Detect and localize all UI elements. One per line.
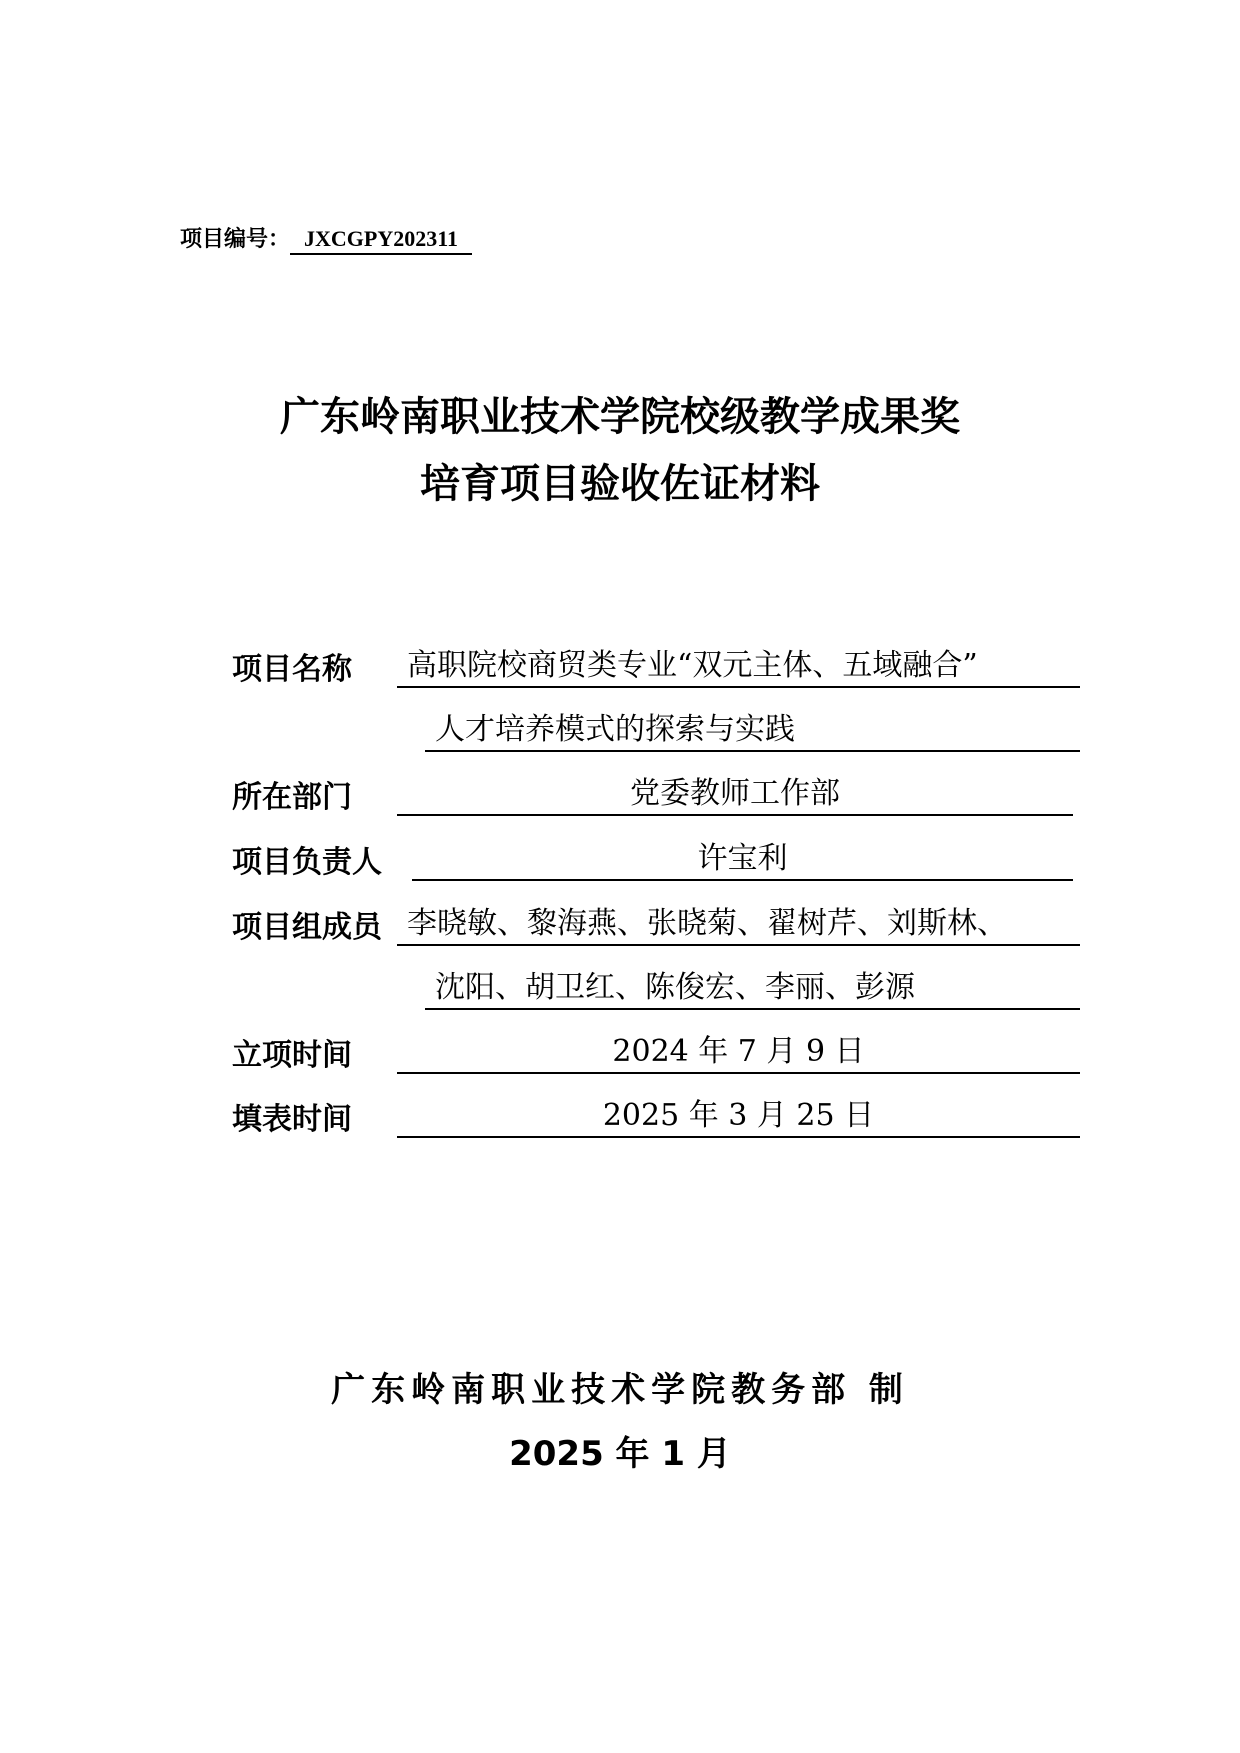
project-name-value-line2: 人才培养模式的探索与实践	[425, 708, 1080, 752]
project-number-label: 项目编号：	[180, 227, 291, 252]
start-date-label: 立项时间	[232, 1038, 352, 1073]
project-members-value-line1: 李晓敏、黎海燕、张晓菊、翟树芹、刘斯林、	[397, 902, 1080, 946]
department-label: 所在部门	[232, 780, 352, 815]
project-leader-label: 项目负责人	[232, 845, 382, 880]
project-members-value-line2: 沈阳、胡卫红、陈俊宏、李丽、彭源	[425, 966, 1080, 1010]
fill-date-value: 2025 年 3 月 25 日	[397, 1094, 1080, 1138]
issuing-organization: 广东岭南职业技术学院教务部 制	[331, 1370, 909, 1410]
document-title-line1: 广东岭南职业技术学院校级教学成果奖	[280, 394, 960, 440]
issue-date: 2025 年 1 月	[509, 1434, 731, 1474]
project-name-value-line1: 高职院校商贸类专业“双元主体、五域融合”	[397, 644, 1080, 688]
project-number	[180, 222, 472, 255]
start-date-value: 2024 年 7 月 9 日	[397, 1030, 1080, 1074]
project-number-value: JXCGPY202311	[290, 227, 472, 255]
project-name-label: 项目名称	[232, 652, 352, 687]
project-leader-value: 许宝利	[412, 837, 1073, 881]
project-members-label: 项目组成员	[232, 910, 382, 945]
fill-date-label: 填表时间	[232, 1102, 352, 1137]
document-title-line2: 培育项目验收佐证材料	[420, 461, 820, 507]
department-value: 党委教师工作部	[397, 772, 1073, 816]
